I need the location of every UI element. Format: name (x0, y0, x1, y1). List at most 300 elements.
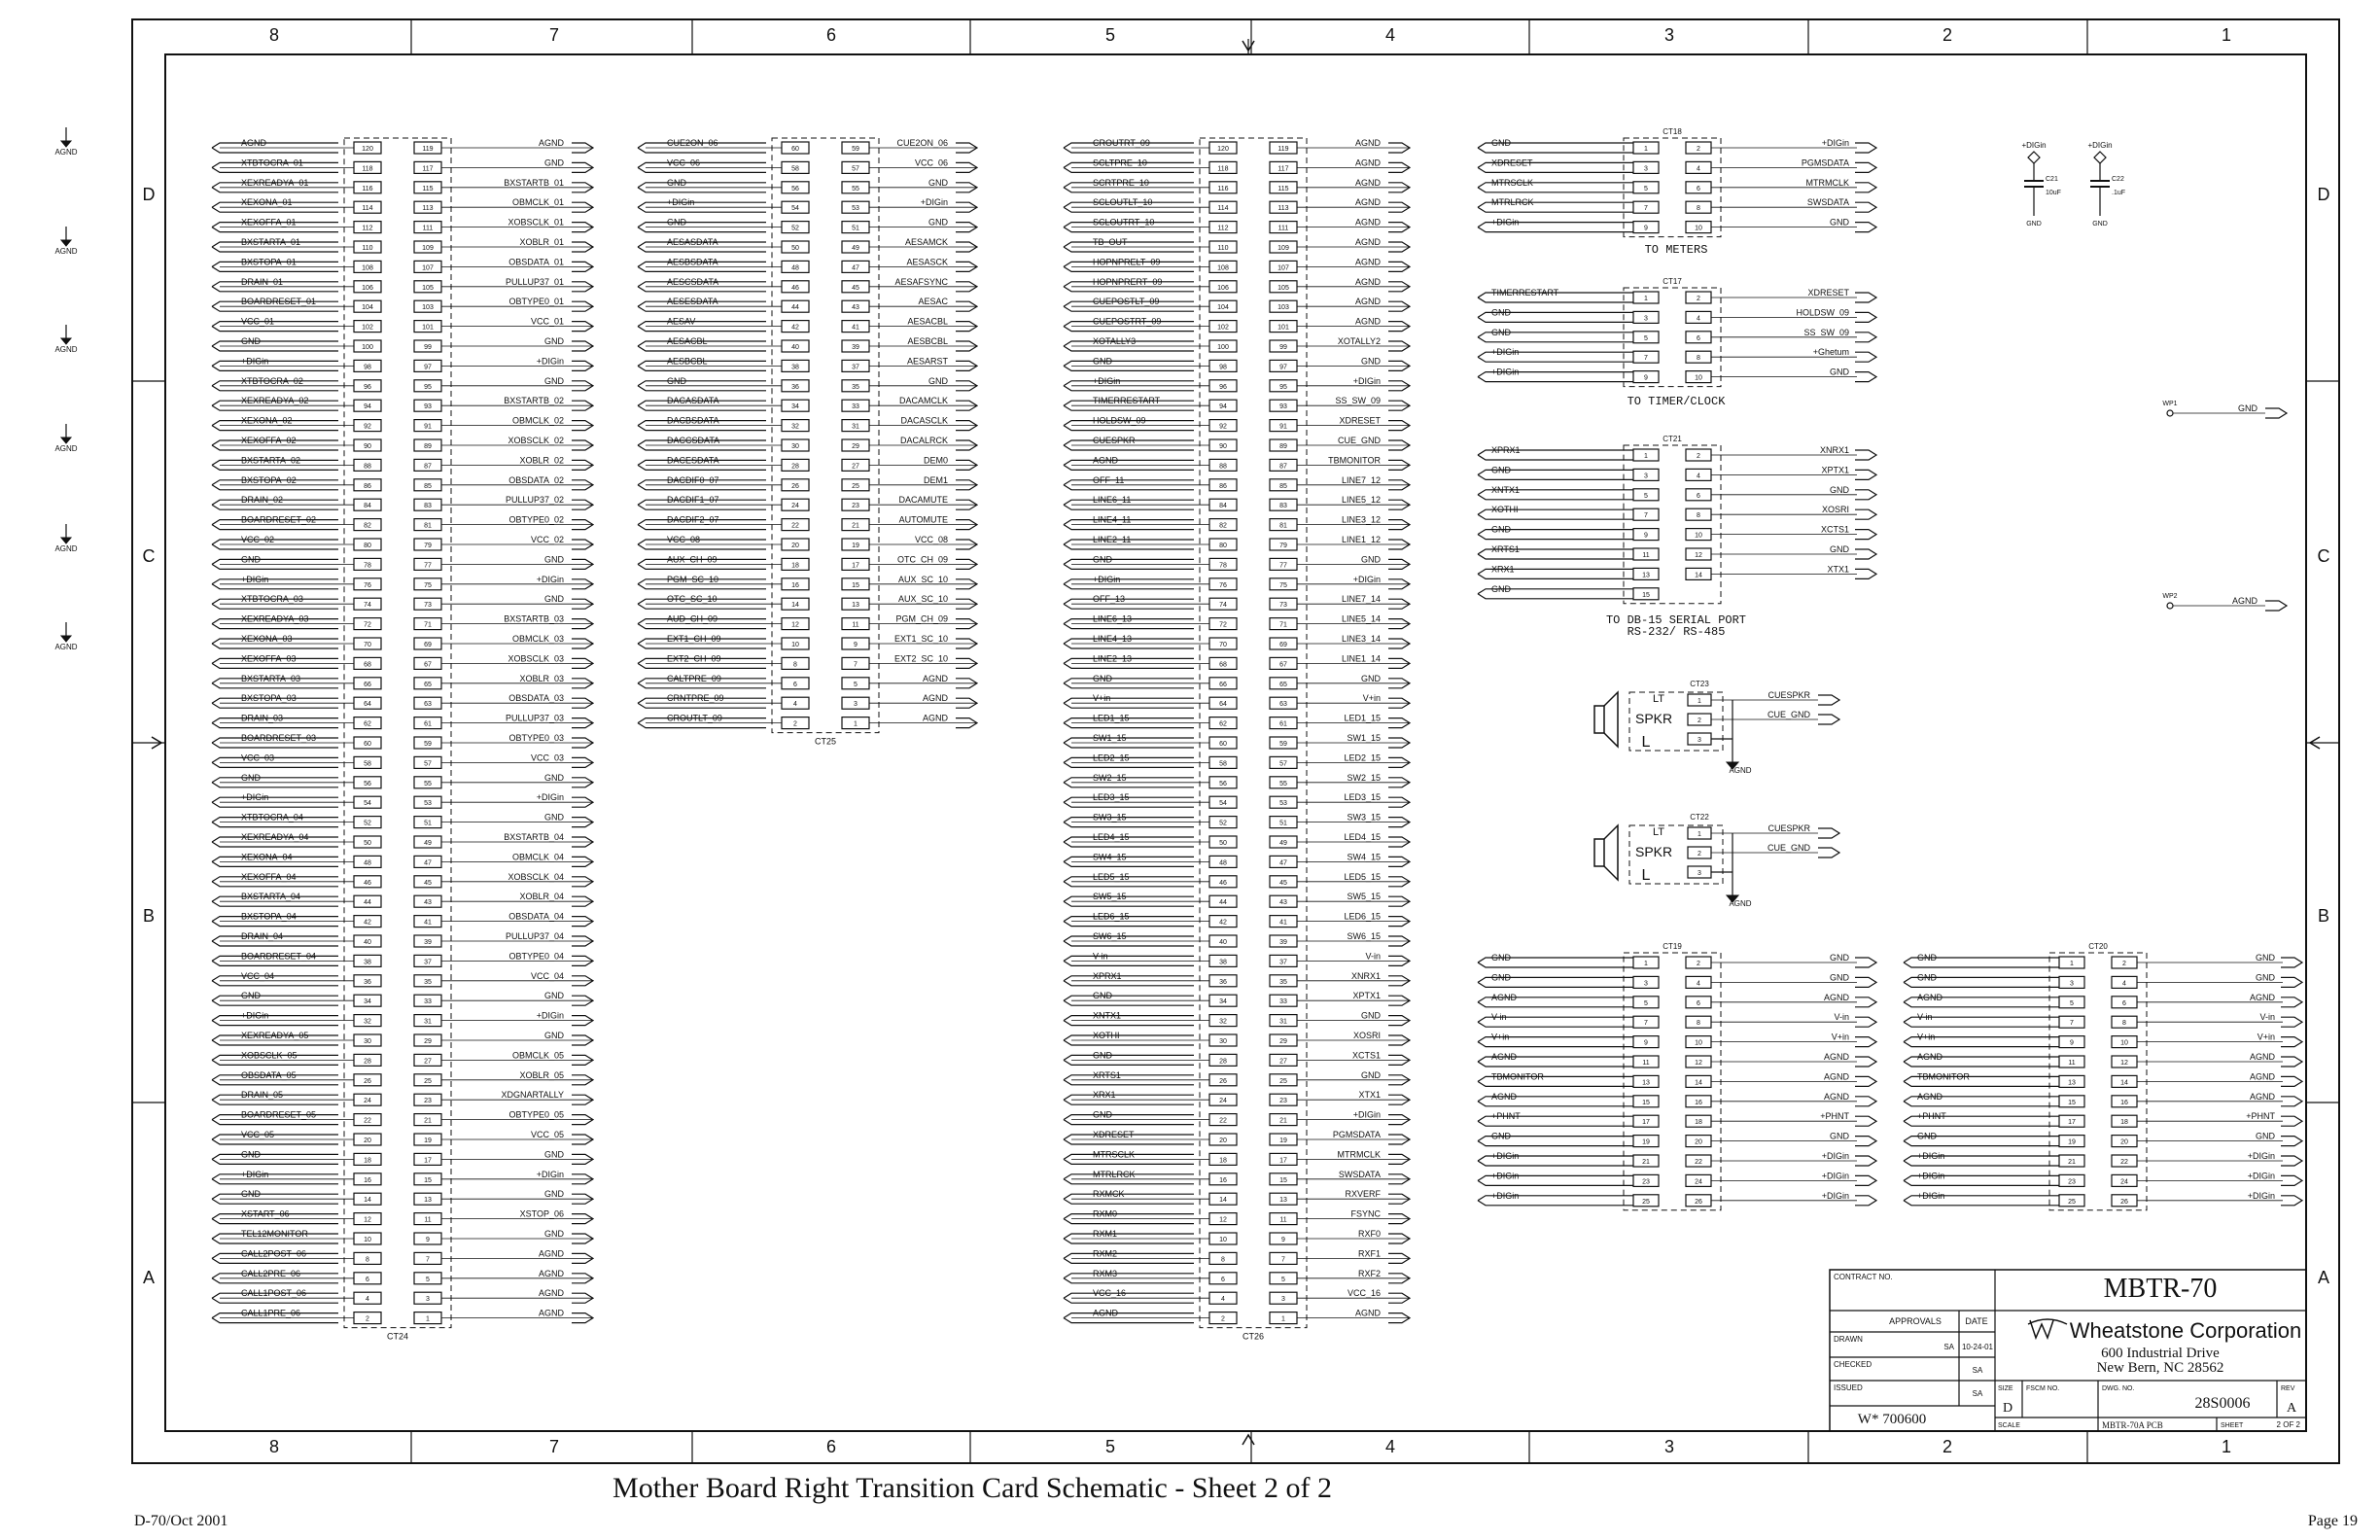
net-label-left: TBMONITOR (1917, 1071, 1970, 1082)
ground-label: AGND (54, 345, 78, 354)
pin-number: 104 (362, 304, 373, 312)
net-label-left: SCLOUTLT_10 (1093, 197, 1153, 208)
net-label-left: GND (1093, 991, 1112, 1001)
column-label-top: 7 (548, 25, 560, 45)
net-label-right: SWSDATA (1806, 197, 1849, 208)
pin-number: 21 (424, 1117, 432, 1125)
center-arrow-bottom (1242, 1435, 1254, 1445)
edge-ground-symbols (54, 127, 77, 651)
testpoint-ref: WP2 (2162, 593, 2178, 600)
pin-number: 112 (1217, 225, 1229, 232)
pin-number: 22 (1219, 1117, 1227, 1125)
net-label-right: HOLDSW_09 (1796, 307, 1849, 318)
pin-number: 100 (1217, 344, 1229, 351)
net-label-left: AESBCBL (667, 356, 708, 367)
net-label-right: LED3_15 (1344, 792, 1381, 803)
net-label-right: GND (1830, 1131, 1849, 1141)
net-label-left: TIMERRESTART (1491, 288, 1559, 298)
ground-label: AGND (1729, 899, 1752, 908)
wheatstone-logo-icon (2028, 1319, 2067, 1338)
speaker-ct23 (1594, 680, 1839, 775)
tb-checked-label: CHECKED (1834, 1360, 1872, 1369)
connector-ref: CT24 (386, 1331, 409, 1342)
net-label-left: DACBSDATA (667, 415, 719, 426)
pin-number: 31 (1279, 1018, 1287, 1026)
tb-sheet: 2 OF 2 (2276, 1420, 2300, 1429)
net-label-left: XPRX1 (1093, 970, 1122, 981)
net-label-right: +PHNT (2246, 1111, 2275, 1122)
title-block (1830, 1270, 2306, 1431)
pin-number: 20 (1219, 1138, 1227, 1144)
pin-number: 19 (852, 542, 859, 549)
pin-number: 32 (364, 1018, 371, 1026)
net-label-left: AGND (1491, 1091, 1518, 1102)
connector-ref: CT19 (1662, 942, 1682, 951)
pin-number: 86 (364, 482, 371, 490)
pin-number: 1 (1644, 146, 1648, 153)
pin-number: 98 (364, 364, 371, 371)
net-label-right: +DIGin (536, 356, 564, 367)
pin-number: 2 (366, 1315, 369, 1323)
column-label-bottom: 1 (2221, 1437, 2232, 1456)
net-label-left: MTRLRCK (1491, 197, 1534, 208)
pin-number: 15 (1642, 591, 1650, 599)
pin-number: 76 (1219, 581, 1227, 589)
net-label-left: XEXONA_03 (241, 634, 293, 644)
pin-number: 43 (1279, 899, 1287, 907)
net-flag-right (1855, 530, 1876, 540)
net-label-left: AGND (1093, 1308, 1119, 1318)
pin-number: 26 (2120, 1198, 2128, 1206)
net-flag-right (1855, 509, 1876, 519)
net-label-left: +DIGin (241, 356, 269, 367)
pin-number: 8 (1697, 512, 1700, 520)
net-label-right: AGND (1354, 297, 1381, 307)
tb-scale-label: SCALE (1998, 1422, 2020, 1429)
tb-date-label: DATE (1965, 1316, 1988, 1326)
pin-number: 7 (854, 661, 858, 669)
pin-number: 10 (2120, 1039, 2128, 1047)
net-label-right: LINE1_12 (1341, 535, 1381, 544)
net-label-left: LED3_15 (1093, 792, 1130, 803)
net-label-left: AGND (1917, 1091, 1943, 1102)
pin-number: 4 (366, 1296, 369, 1304)
pin-number: 57 (1279, 760, 1287, 768)
column-label-top: 4 (1384, 25, 1396, 45)
pin-number: 45 (852, 284, 859, 292)
pin-number: 7 (1281, 1256, 1285, 1264)
net-label-right: GND (1830, 544, 1849, 554)
ground-label: AGND (54, 544, 78, 553)
row-label-left: B (142, 906, 156, 926)
pin-number: 73 (424, 602, 432, 610)
net-label-left: BOARDRESET_02 (241, 514, 317, 525)
net-label-left: +DIGin (1491, 1171, 1520, 1181)
net-label-right: SW1_15 (1347, 733, 1381, 743)
net-label-right: RXF2 (1357, 1268, 1381, 1278)
pin-number: 94 (1219, 403, 1227, 411)
pin-number: 25 (2068, 1198, 2076, 1206)
net-flag-right (1855, 1196, 1876, 1206)
net-label-left: LINE4_13 (1093, 634, 1133, 644)
pin-number: 59 (852, 146, 859, 153)
net-label-right: EXT1_SC_10 (893, 634, 948, 644)
pin-number: 9 (1644, 532, 1648, 540)
connector-ct21 (1478, 435, 1876, 639)
net-label-left: +DIGin (241, 574, 269, 584)
connector-ref: CT20 (2088, 942, 2108, 951)
pin-number: 56 (364, 780, 371, 788)
pin-number: 9 (854, 642, 858, 648)
net-label-right: XOSRI (1352, 1031, 1381, 1040)
cap-value: 10uF (2046, 190, 2061, 196)
pin-number: 39 (424, 939, 432, 946)
cap-ref: C22 (2112, 176, 2124, 183)
pin-number: 26 (1695, 1198, 1702, 1206)
net-label-left: EXT2_CH_09 (667, 653, 721, 664)
net-label-left: RXM2 (1093, 1248, 1118, 1259)
net-label-right: AGND (538, 1268, 564, 1278)
net-label-right: +DIGin (536, 1010, 564, 1021)
pin-number: 5 (854, 681, 858, 688)
net-label-left: XTBTOCRA_03 (241, 594, 303, 605)
net-label-left: BOARDRESET_03 (241, 733, 317, 743)
pin-number: 5 (1644, 334, 1648, 342)
pin-number: 44 (364, 899, 371, 907)
net-label-right: AGND (1354, 257, 1381, 267)
net-label-right: GND (928, 217, 948, 228)
pin-number: 3 (2070, 980, 2074, 988)
pin-number: 11 (424, 1216, 432, 1224)
capacitor-c21 (2021, 141, 2061, 228)
net-label-right: VCC_05 (530, 1130, 564, 1139)
net-label-left: CUESPKR (1093, 436, 1136, 445)
pin-number: 81 (424, 522, 432, 530)
pin-number: 58 (364, 760, 371, 768)
row-label-left: A (142, 1268, 156, 1287)
net-label-right: FSYNC (1350, 1208, 1381, 1219)
pin-number: 19 (1642, 1138, 1650, 1146)
pin-number: 62 (1219, 720, 1227, 728)
net-label-right: SS_SW_09 (1803, 327, 1849, 337)
pin-number: 37 (424, 959, 432, 966)
pin-number: 21 (1642, 1159, 1650, 1166)
net-label-right: AESACBL (907, 316, 948, 327)
net-label-left: +DIGin (1491, 1151, 1520, 1161)
pin-number: 50 (364, 840, 371, 847)
pin-number: 98 (1219, 364, 1227, 371)
net-label-left: +DIGin (667, 197, 695, 208)
net-label-right: OBMCLK_01 (511, 197, 564, 208)
pin-number: 24 (364, 1098, 371, 1105)
pin-number: 46 (1219, 879, 1227, 887)
net-label-right: XPTX1 (1821, 465, 1849, 475)
net-label-right: GND (544, 1189, 564, 1200)
pin-number: 40 (364, 939, 371, 946)
pin-number: 12 (1695, 552, 1702, 559)
pin-number: 65 (1279, 681, 1287, 688)
pin-number: 119 (1278, 146, 1289, 153)
net-label-right: V+in (1831, 1032, 1849, 1042)
speaker-ct22 (1594, 813, 1839, 908)
net-label-right: VCC_08 (914, 535, 948, 544)
net-flag-right (1855, 470, 1876, 479)
net-label-right: XDRESET (1339, 415, 1381, 426)
net-label-left: GND (1491, 307, 1511, 318)
net-label-left: LINE2_11 (1093, 535, 1132, 544)
net-label-right: AGND (1354, 316, 1381, 327)
pin-number: 46 (364, 879, 371, 887)
net-label-left: GND (1917, 953, 1937, 962)
net-label-left: SW6_15 (1093, 931, 1127, 941)
pin-number: 91 (424, 423, 432, 431)
column-label-bottom: 3 (1663, 1437, 1675, 1456)
pin-number: 18 (791, 562, 799, 570)
ground-triangle (61, 636, 71, 642)
pin-number: 6 (793, 681, 797, 688)
tb-pcb: MBTR-70A PCB (2102, 1420, 2163, 1430)
net-flag-right (1855, 958, 1876, 967)
net-flag-right (1818, 828, 1839, 838)
net-label-left: HOPNPRERT_09 (1093, 276, 1163, 287)
pin-number: 6 (366, 1276, 369, 1283)
net-label-right: LED2_15 (1344, 752, 1381, 763)
pin-number: 10 (1695, 225, 1702, 232)
net-label-left: RXM1 (1093, 1229, 1118, 1239)
pin-number: 40 (1219, 939, 1227, 946)
net-label-left: GND (1093, 1050, 1112, 1061)
net-label-right: OBMCLK_02 (511, 415, 564, 426)
ground-label: AGND (54, 643, 78, 651)
pin-number: 25 (1642, 1198, 1650, 1206)
net-label-right: +DIGin (1821, 1190, 1849, 1201)
pin-number: 92 (1219, 423, 1227, 431)
net-label-right: GND (1830, 217, 1849, 228)
cap-top-net: +DIGin (2021, 141, 2047, 150)
net-label-right: LINE7_12 (1341, 474, 1381, 485)
pin-number: 84 (1219, 503, 1227, 510)
pin-number: 85 (1279, 482, 1287, 490)
ground-label: AGND (54, 247, 78, 256)
pin-number: 58 (1219, 760, 1227, 768)
net-label-right: GND (928, 177, 948, 188)
net-label-left: OBSDATA_05 (241, 1069, 297, 1080)
net-label-left: VCC_08 (667, 535, 701, 544)
net-label-right: PULLUP37_04 (505, 931, 564, 941)
pin-number: 38 (1219, 959, 1227, 966)
tb-address-1: 600 Industrial Drive (2101, 1346, 2220, 1361)
pin-number: 69 (424, 642, 432, 648)
pin-number: 23 (424, 1098, 432, 1105)
net-label-left: V-in (1491, 1012, 1507, 1023)
net-label-right: AESBCBL (907, 336, 948, 346)
net-flag-right (1855, 372, 1876, 382)
pin-number: 8 (1697, 205, 1700, 213)
pin-number: 50 (1219, 840, 1227, 847)
pin-number: 8 (1697, 1020, 1700, 1028)
pin-number: 23 (1642, 1178, 1650, 1186)
pin-number: 26 (364, 1077, 371, 1085)
capacitor-c22 (2087, 141, 2125, 228)
ground-label: AGND (1729, 766, 1752, 775)
net-label-left: GND (667, 177, 686, 188)
net-label-right: RXVERF (1345, 1189, 1381, 1200)
pin-number: 38 (791, 364, 799, 371)
pin-number: 49 (424, 840, 432, 847)
net-label-left: OFF_11 (1093, 474, 1125, 485)
net-label-left: AESASDATA (667, 237, 718, 247)
pin-number: 29 (852, 443, 859, 450)
pin-number: 89 (1279, 443, 1287, 450)
net-label-left: DRAIN_05 (241, 1090, 284, 1101)
tb-issued-label: ISSUED (1834, 1383, 1863, 1392)
pin-number: 55 (852, 185, 859, 192)
net-label-right: AGND (1354, 237, 1381, 247)
tb-fscm-label: FSCM NO. (2026, 1385, 2060, 1392)
net-label-right: TBMONITOR (1328, 455, 1381, 466)
pin-number: 8 (2122, 1020, 2126, 1028)
pin-number: 74 (1219, 602, 1227, 610)
net-label-right: +DIGin (1821, 138, 1849, 148)
pin-number: 9 (2070, 1039, 2074, 1047)
net-label-left: +DIGin (1917, 1190, 1945, 1201)
pin-number: 26 (1219, 1077, 1227, 1085)
pin-number: 86 (1219, 482, 1227, 490)
pin-number: 75 (424, 581, 432, 589)
net-label-right: VCC_16 (1347, 1288, 1381, 1299)
pin-number: 24 (2120, 1178, 2128, 1186)
net-label-left: AESCSDATA (667, 276, 719, 287)
connector-ct24 (212, 138, 593, 1342)
net-label-right: OBSDATA_03 (508, 693, 564, 704)
pin-number: 93 (424, 403, 432, 411)
net-label-left: XTBTOCRA_01 (241, 158, 303, 168)
net-label-left: SCLOUTRT_10 (1093, 217, 1155, 228)
net-label-left: CALL1POST_06 (241, 1288, 307, 1299)
pin-number: 3 (1281, 1296, 1285, 1304)
net-label-left: LINE4_11 (1093, 514, 1132, 525)
tb-checked-by: SA (1972, 1366, 1983, 1375)
pin-number: 53 (1279, 800, 1287, 808)
pin-number: 4 (2122, 980, 2126, 988)
pin-number: 65 (424, 681, 432, 688)
pin-number: 84 (364, 503, 371, 510)
pin-number: 6 (1697, 999, 1700, 1007)
pin-number: 32 (1219, 1018, 1227, 1026)
net-flag-right (1855, 143, 1876, 153)
net-label-right: RXF1 (1357, 1248, 1381, 1259)
pin-number: 69 (1279, 642, 1287, 648)
pin-number: 87 (1279, 463, 1287, 471)
net-label-left: MTRSCLK (1491, 177, 1534, 188)
net-label-left: CRNTPRE_09 (667, 693, 724, 704)
pin-number: 3 (1644, 165, 1648, 173)
net-label-left: HOLDSW_09 (1093, 415, 1146, 426)
net-label-right: XPTX1 (1352, 991, 1381, 1001)
pin-number: 105 (1278, 284, 1289, 292)
net-label-right: V+in (2257, 1032, 2275, 1042)
net-label-left: GND (1491, 524, 1511, 535)
pin-number: 21 (1279, 1117, 1287, 1125)
net-flag-right (1855, 1017, 1876, 1027)
net-label-right: LINE7_14 (1341, 594, 1381, 605)
net-label-left: VCC_01 (241, 316, 275, 327)
pin-number: 103 (1278, 304, 1289, 312)
pin-number: 114 (1217, 205, 1229, 213)
net-label-left: XEXONA_04 (241, 852, 293, 862)
net-label-right: V-in (1365, 951, 1381, 962)
net-label-left: SCLTPRE_10 (1093, 158, 1147, 168)
pin-number: 108 (1217, 264, 1229, 272)
net-label-right: AGND (538, 1308, 564, 1318)
net-label-left: EXT1_CH_09 (667, 634, 721, 644)
pin-number: 3 (1698, 870, 1701, 877)
pin-number: 30 (364, 1038, 371, 1045)
net-label-right: OBMCLK_04 (511, 852, 564, 862)
net-label-left: DACDIF0_07 (667, 474, 719, 485)
speaker-icon-cone (1604, 692, 1618, 747)
net-label-right: CUE2ON_06 (896, 138, 948, 148)
pin-number: 97 (424, 364, 432, 371)
pin-number: 14 (1695, 572, 1702, 579)
net-label-right: GND (1830, 953, 1849, 962)
pin-number: 87 (424, 463, 432, 471)
net-label-right: +DIGin (536, 1169, 564, 1179)
net-label-left: XEXREADYA_04 (241, 832, 309, 842)
pin-number: 5 (1644, 999, 1648, 1007)
pin-number: 46 (791, 284, 799, 292)
net-label-right: AGND (922, 693, 948, 704)
pin-number: 78 (1219, 562, 1227, 570)
net-label-left: LED5_15 (1093, 871, 1130, 882)
net-label-right: +DIGin (920, 197, 948, 208)
tb-dwg-number: 28S0006 (2194, 1395, 2251, 1412)
net-label-left: V+in (1491, 1032, 1510, 1042)
net-label-left: AGND (1093, 455, 1119, 466)
serial-caption: TO DB-15 SERIAL PORT (1605, 613, 1747, 627)
net-label-left: VCC_03 (241, 752, 275, 763)
pin-number: 85 (424, 482, 432, 490)
net-flag-right (1855, 202, 1876, 212)
net-label-right: CUE_GND (1337, 436, 1381, 445)
pin-number: 3 (854, 701, 858, 709)
net-flag-right (2281, 1116, 2302, 1126)
net-label-left: +DIGin (241, 792, 269, 803)
net-label-right: SS_SW_09 (1335, 396, 1381, 406)
pin-number: 44 (1219, 899, 1227, 907)
net-label-right: OBMCLK_05 (511, 1050, 564, 1061)
net-flag (2265, 408, 2287, 418)
net-label-left: GND (1491, 138, 1511, 148)
net-label-right: XCTS1 (1351, 1050, 1381, 1061)
pin-number: 9 (1281, 1237, 1285, 1243)
pin-number: 36 (791, 383, 799, 391)
net-label-right: GND (544, 375, 564, 386)
pin-number: 42 (791, 324, 799, 332)
net-label-right: +DIGin (536, 574, 564, 584)
net-flag-right (1818, 715, 1839, 724)
pin-number: 77 (1279, 562, 1287, 570)
net-label-right: LINE1_14 (1341, 653, 1381, 664)
net-label-right: GND (1361, 1069, 1381, 1080)
connector-ct18 (1478, 127, 1876, 257)
net-label-right: LED1_15 (1344, 713, 1381, 723)
column-label-top: 3 (1663, 25, 1675, 45)
ground-triangle (61, 338, 71, 344)
pin-number: 27 (424, 1058, 432, 1066)
pin-number: 109 (1278, 245, 1289, 252)
pin-number: 43 (424, 899, 432, 907)
